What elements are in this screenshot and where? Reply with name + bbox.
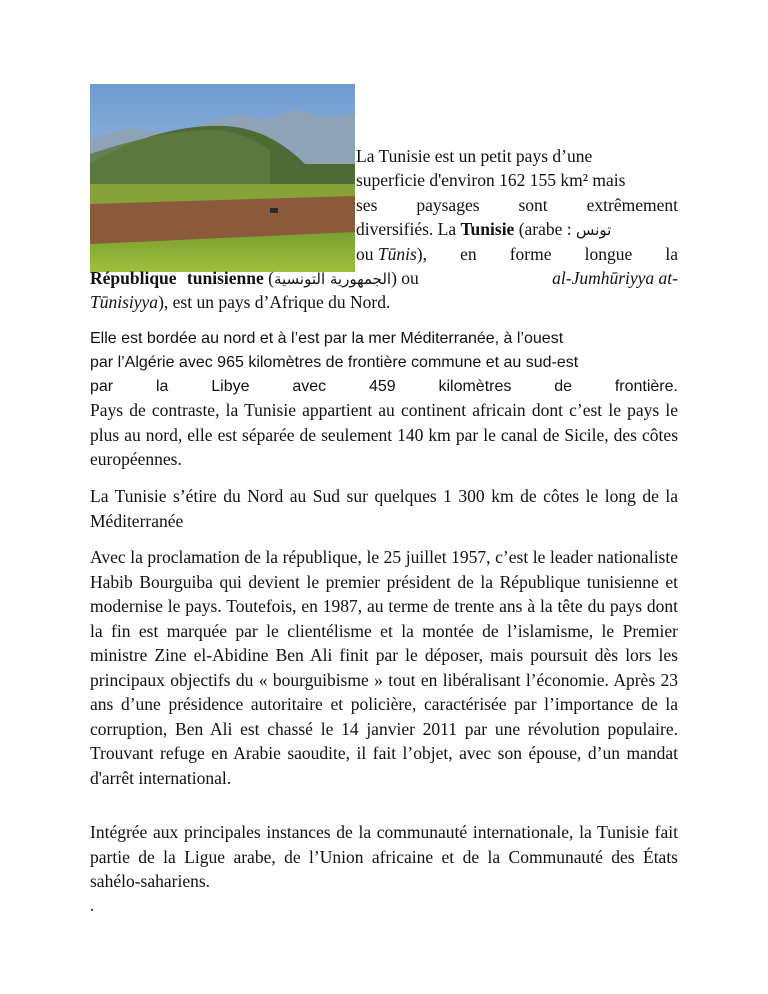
paragraph-dot: . xyxy=(90,895,95,915)
intro-line-1: La Tunisie est un petit pays d’une xyxy=(356,146,593,166)
intro-word: longue xyxy=(584,244,633,264)
p2-sans-line-1: Elle est bordée au nord et à l’est par la mer Méditerranée, à l’ouest xyxy=(90,330,564,347)
intro-italic-tunisiyya: Tūnisiyya xyxy=(90,292,159,312)
intro-text: diversifiés. La xyxy=(356,219,461,239)
p2-serif-paragraph: Pays de contraste, la Tunisie appartient au continent africain dont c’est le pays le plus au nord, elle est séparée de seulement 140 km par le canal de Sicile, des côtes européennes. xyxy=(90,400,678,469)
intro-word: sont xyxy=(518,195,548,215)
landscape-photo xyxy=(90,84,355,272)
intro-word: forme xyxy=(509,244,552,264)
p2-word: frontière. xyxy=(614,378,678,395)
paragraph-histoire: Avec la proclamation de la république, le 25 juillet 1957, c’est le leader nationaliste Habib Bourguiba qui devient le premier président de la République tunisienne et modernise le pays. Toutefois, en 1987, au terme de trente ans à la tête du pays dont la fin est marquée par le clientélisme et la montée de l’islamisme, le Premier ministre Zine el-Abidine Ben Ali finit par le déposer, mais poursuit dès lors les principaux objectifs du « bourguibisme » tout en libéralisant l’économie. Après 23 ans d’une présidence autoritaire et policière, caractérisée par l’importance de la corruption, Ben Ali est chassé le 14 janvier 2011 par une révolution populaire. Trouvant refuge en Arabie saoudite, il fait l’objet, avec son épouse, d’un mandat d'arrêt international. xyxy=(90,547,678,788)
intro-word: ses xyxy=(356,195,378,215)
p2-sans-line-2: par l’Algérie avec 965 kilomètres de frontière commune et au sud-est xyxy=(90,354,579,371)
intro-text: ), xyxy=(416,244,427,264)
paragraph-cotes: La Tunisie s’étire du Nord au Sud sur quelques 1 300 km de côtes le long de la Méditerranée xyxy=(90,486,678,531)
intro-word: la xyxy=(665,244,678,264)
p2-word: avec xyxy=(292,378,327,395)
intro-text: ou xyxy=(356,244,378,264)
intro-text: ) ou xyxy=(391,268,419,288)
p2-word: Libye xyxy=(211,378,250,395)
p2-word: par xyxy=(90,378,114,395)
intro-italic-jumhuriyya: al-Jumhūriyya at- xyxy=(552,268,678,288)
intro-word: extrêmement xyxy=(586,195,678,215)
arabic-republique: الجمهورية التونسية xyxy=(273,270,392,288)
p2-word: de xyxy=(554,378,572,395)
p2-sans-line-3 xyxy=(90,375,678,400)
intro-group xyxy=(90,266,419,292)
intro-italic-tunis: Tūnis xyxy=(377,244,417,264)
intro-line-2: superficie d'environ 162 155 km² mais xyxy=(356,170,626,190)
intro-word: en xyxy=(460,244,477,264)
arabic-tunis: تونس xyxy=(576,221,612,239)
p2-word: la xyxy=(155,378,169,395)
intro-text: (arabe : xyxy=(514,219,577,239)
p2-word: 459 xyxy=(368,378,396,395)
intro-bold-tunisie: Tunisie xyxy=(460,219,515,239)
paragraph-institutions: Intégrée aux principales instances de la communauté internationale, la Tunisie fait partie de la Ligue arabe, de l’Union africaine et de la Communauté des États sahélo-sahariens. xyxy=(90,822,678,891)
p2-word: kilomètres xyxy=(438,378,512,395)
intro-bold-republique: République tunisienne xyxy=(90,268,264,288)
intro-group xyxy=(356,242,427,267)
intro-word: paysages xyxy=(416,195,480,215)
intro-text: ( xyxy=(263,268,274,288)
intro-text: ), est un pays d’Afrique du Nord. xyxy=(158,292,391,312)
